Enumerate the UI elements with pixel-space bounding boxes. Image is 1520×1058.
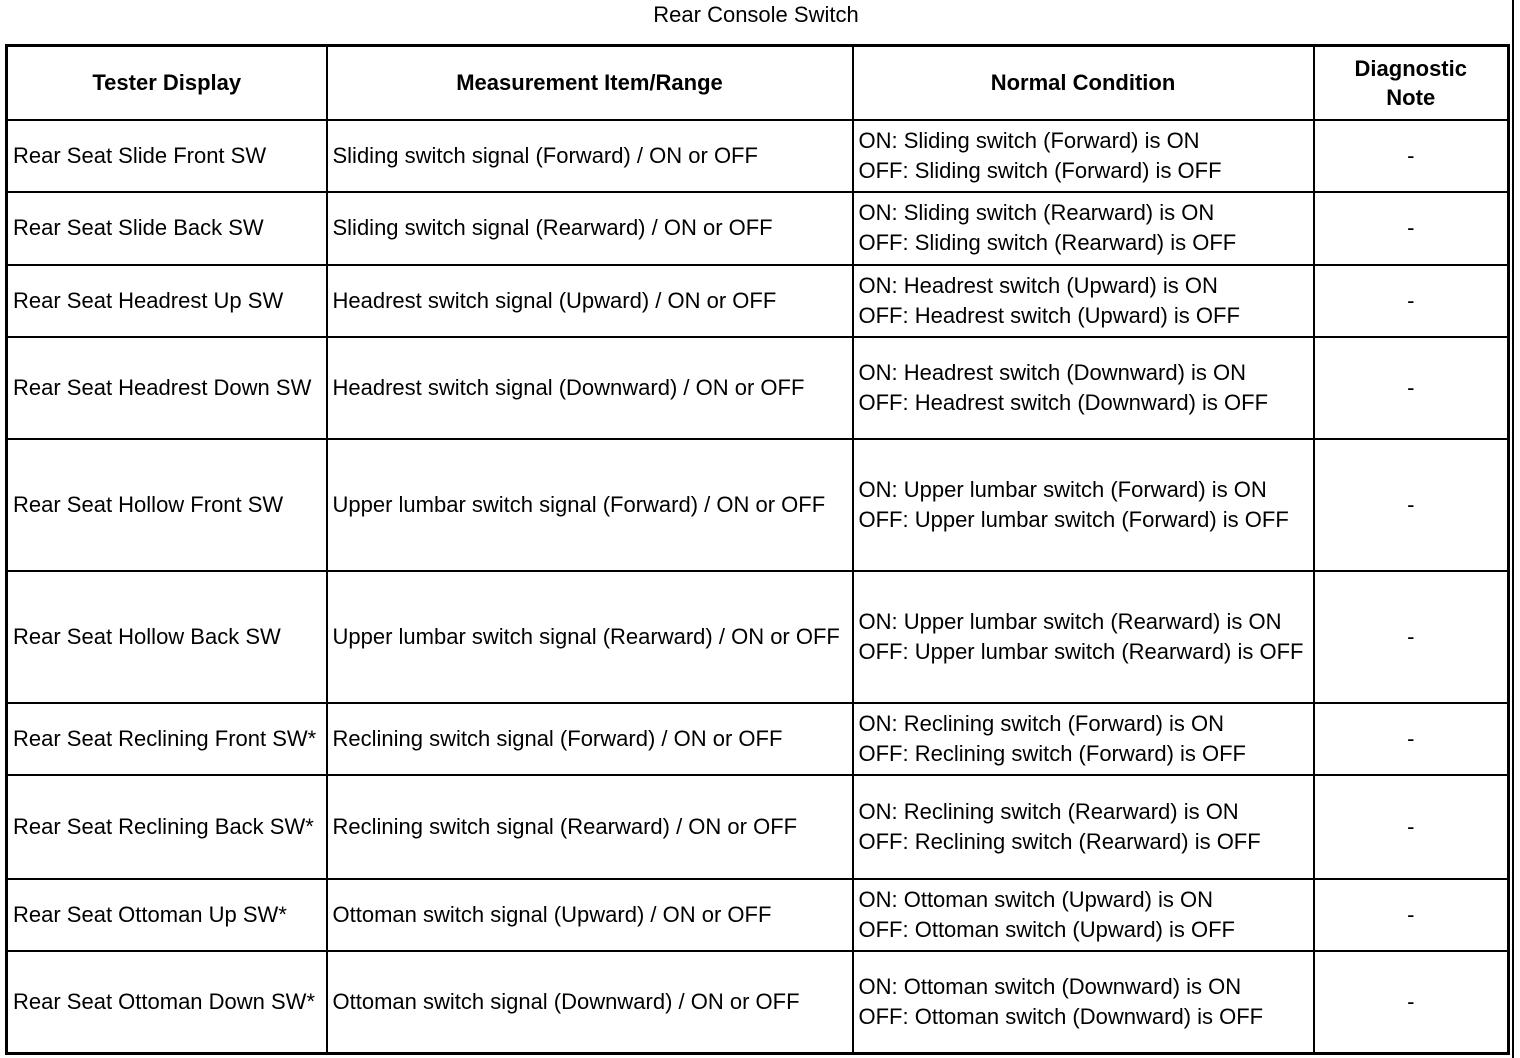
diagnostic-note-cell: - [1314, 439, 1509, 571]
normal-condition-cell [853, 951, 1314, 1054]
measurement-cell: Headrest switch signal (Upward) / ON or OFF [327, 265, 853, 337]
right-border-rule [1512, 0, 1514, 1058]
measurement-cell: Headrest switch signal (Downward) / ON or OFF [327, 337, 853, 439]
normal-condition-cell [853, 192, 1314, 265]
normal-condition-line: OFF: Ottoman switch (Upward) is OFF [858, 916, 1235, 942]
table-row [7, 775, 1509, 879]
normal-condition-cell [853, 120, 1314, 192]
normal-condition-line: ON: Reclining switch (Rearward) is ON [858, 798, 1239, 824]
normal-condition-cell [853, 703, 1314, 775]
normal-condition-cell [853, 439, 1314, 571]
normal-condition-line: ON: Ottoman switch (Downward) is ON [858, 973, 1242, 999]
diagnostic-note-cell: - [1314, 192, 1509, 265]
measurement-cell: Sliding switch signal (Rearward) / ON or OFF [327, 192, 853, 265]
measurement-cell: Upper lumbar switch signal (Forward) / ON or OFF [327, 439, 853, 571]
normal-condition-line: ON: Sliding switch (Rearward) is ON [858, 200, 1215, 225]
table-row [7, 571, 1509, 703]
normal-condition-cell [853, 879, 1314, 951]
normal-condition-line: OFF: Upper lumbar switch (Forward) is OFF [858, 506, 1289, 532]
diagnostic-note-cell: - [1314, 951, 1509, 1054]
normal-condition-cell [853, 337, 1314, 439]
normal-condition-line: OFF: Ottoman switch (Downward) is OFF [858, 1003, 1264, 1029]
normal-condition-cell [853, 571, 1314, 703]
diagnostic-note-cell: - [1314, 337, 1509, 439]
measurement-cell: Upper lumbar switch signal (Rearward) / ON or OFF [327, 571, 853, 703]
normal-condition-line: OFF: Headrest switch (Downward) is OFF [858, 389, 1269, 415]
table-row [7, 120, 1509, 192]
table-row [7, 879, 1509, 951]
normal-condition-line: ON: Ottoman switch (Upward) is ON [858, 886, 1214, 912]
normal-condition-line: ON: Reclining switch (Forward) is ON [858, 710, 1225, 736]
normal-condition-line: OFF: Reclining switch (Rearward) is OFF [858, 828, 1261, 854]
measurement-cell: Ottoman switch signal (Downward) / ON or OFF [327, 951, 853, 1054]
normal-condition-line: ON: Headrest switch (Upward) is ON [858, 272, 1218, 298]
table-row [7, 337, 1509, 439]
measurement-cell: Reclining switch signal (Rearward) / ON or OFF [327, 775, 853, 879]
diagnostic-note-cell: - [1314, 120, 1509, 192]
normal-condition-line: ON: Sliding switch (Forward) is ON [858, 127, 1200, 153]
diagnostic-note-cell: - [1314, 571, 1509, 703]
table-row [7, 265, 1509, 337]
header-normal-condition: Normal Condition [853, 46, 1314, 120]
normal-condition-line: ON: Upper lumbar switch (Forward) is ON [858, 476, 1267, 502]
normal-condition-line: ON: Upper lumbar switch (Rearward) is ON [858, 608, 1282, 634]
table-row [7, 439, 1509, 571]
normal-condition-line: ON: Headrest switch (Downward) is ON [858, 359, 1247, 385]
tester-display-cell: Rear Seat Slide Front SW [7, 120, 327, 192]
header-diagnostic-note [1314, 46, 1509, 120]
normal-condition-line: OFF: Headrest switch (Upward) is OFF [858, 302, 1240, 328]
tester-display-cell: Rear Seat Reclining Back SW* [7, 775, 327, 879]
tester-display-cell: Rear Seat Headrest Down SW [7, 337, 327, 439]
table-row [7, 703, 1509, 775]
tester-display-cell: Rear Seat Reclining Front SW* [7, 703, 327, 775]
tester-display-cell: Rear Seat Hollow Front SW [7, 439, 327, 571]
tester-display-cell: Rear Seat Slide Back SW [7, 192, 327, 265]
tester-display-cell: Rear Seat Headrest Up SW [7, 265, 327, 337]
header-measurement: Measurement Item/Range [327, 46, 853, 120]
header-row [7, 46, 1509, 120]
diagnostic-note-cell: - [1314, 879, 1509, 951]
tester-display-cell: Rear Seat Ottoman Up SW* [7, 879, 327, 951]
header-diag-line1: Diagnostic [1354, 55, 1467, 81]
normal-condition-cell [853, 775, 1314, 879]
measurement-cell: Sliding switch signal (Forward) / ON or OFF [327, 120, 853, 192]
normal-condition-line: OFF: Reclining switch (Forward) is OFF [858, 740, 1246, 766]
normal-condition-cell [853, 265, 1314, 337]
diagnostic-note-cell: - [1314, 265, 1509, 337]
tester-display-cell: Rear Seat Hollow Back SW [7, 571, 327, 703]
normal-condition-line: OFF: Upper lumbar switch (Rearward) is OFF [858, 638, 1304, 664]
data-list-table [5, 44, 1510, 1055]
diagnostic-note-cell: - [1314, 775, 1509, 879]
diagnostic-note-cell: - [1314, 703, 1509, 775]
page-title: Rear Console Switch [653, 2, 859, 27]
tester-display-cell: Rear Seat Ottoman Down SW* [7, 951, 327, 1054]
table-row [7, 951, 1509, 1054]
header-tester-display: Tester Display [7, 46, 327, 120]
table-row [7, 192, 1509, 265]
measurement-cell: Ottoman switch signal (Upward) / ON or OFF [327, 879, 853, 951]
header-diag-line2: Note [1386, 84, 1436, 110]
normal-condition-line: OFF: Sliding switch (Forward) is OFF [858, 157, 1222, 183]
normal-condition-line: OFF: Sliding switch (Rearward) is OFF [858, 230, 1237, 255]
measurement-cell: Reclining switch signal (Forward) / ON or OFF [327, 703, 853, 775]
